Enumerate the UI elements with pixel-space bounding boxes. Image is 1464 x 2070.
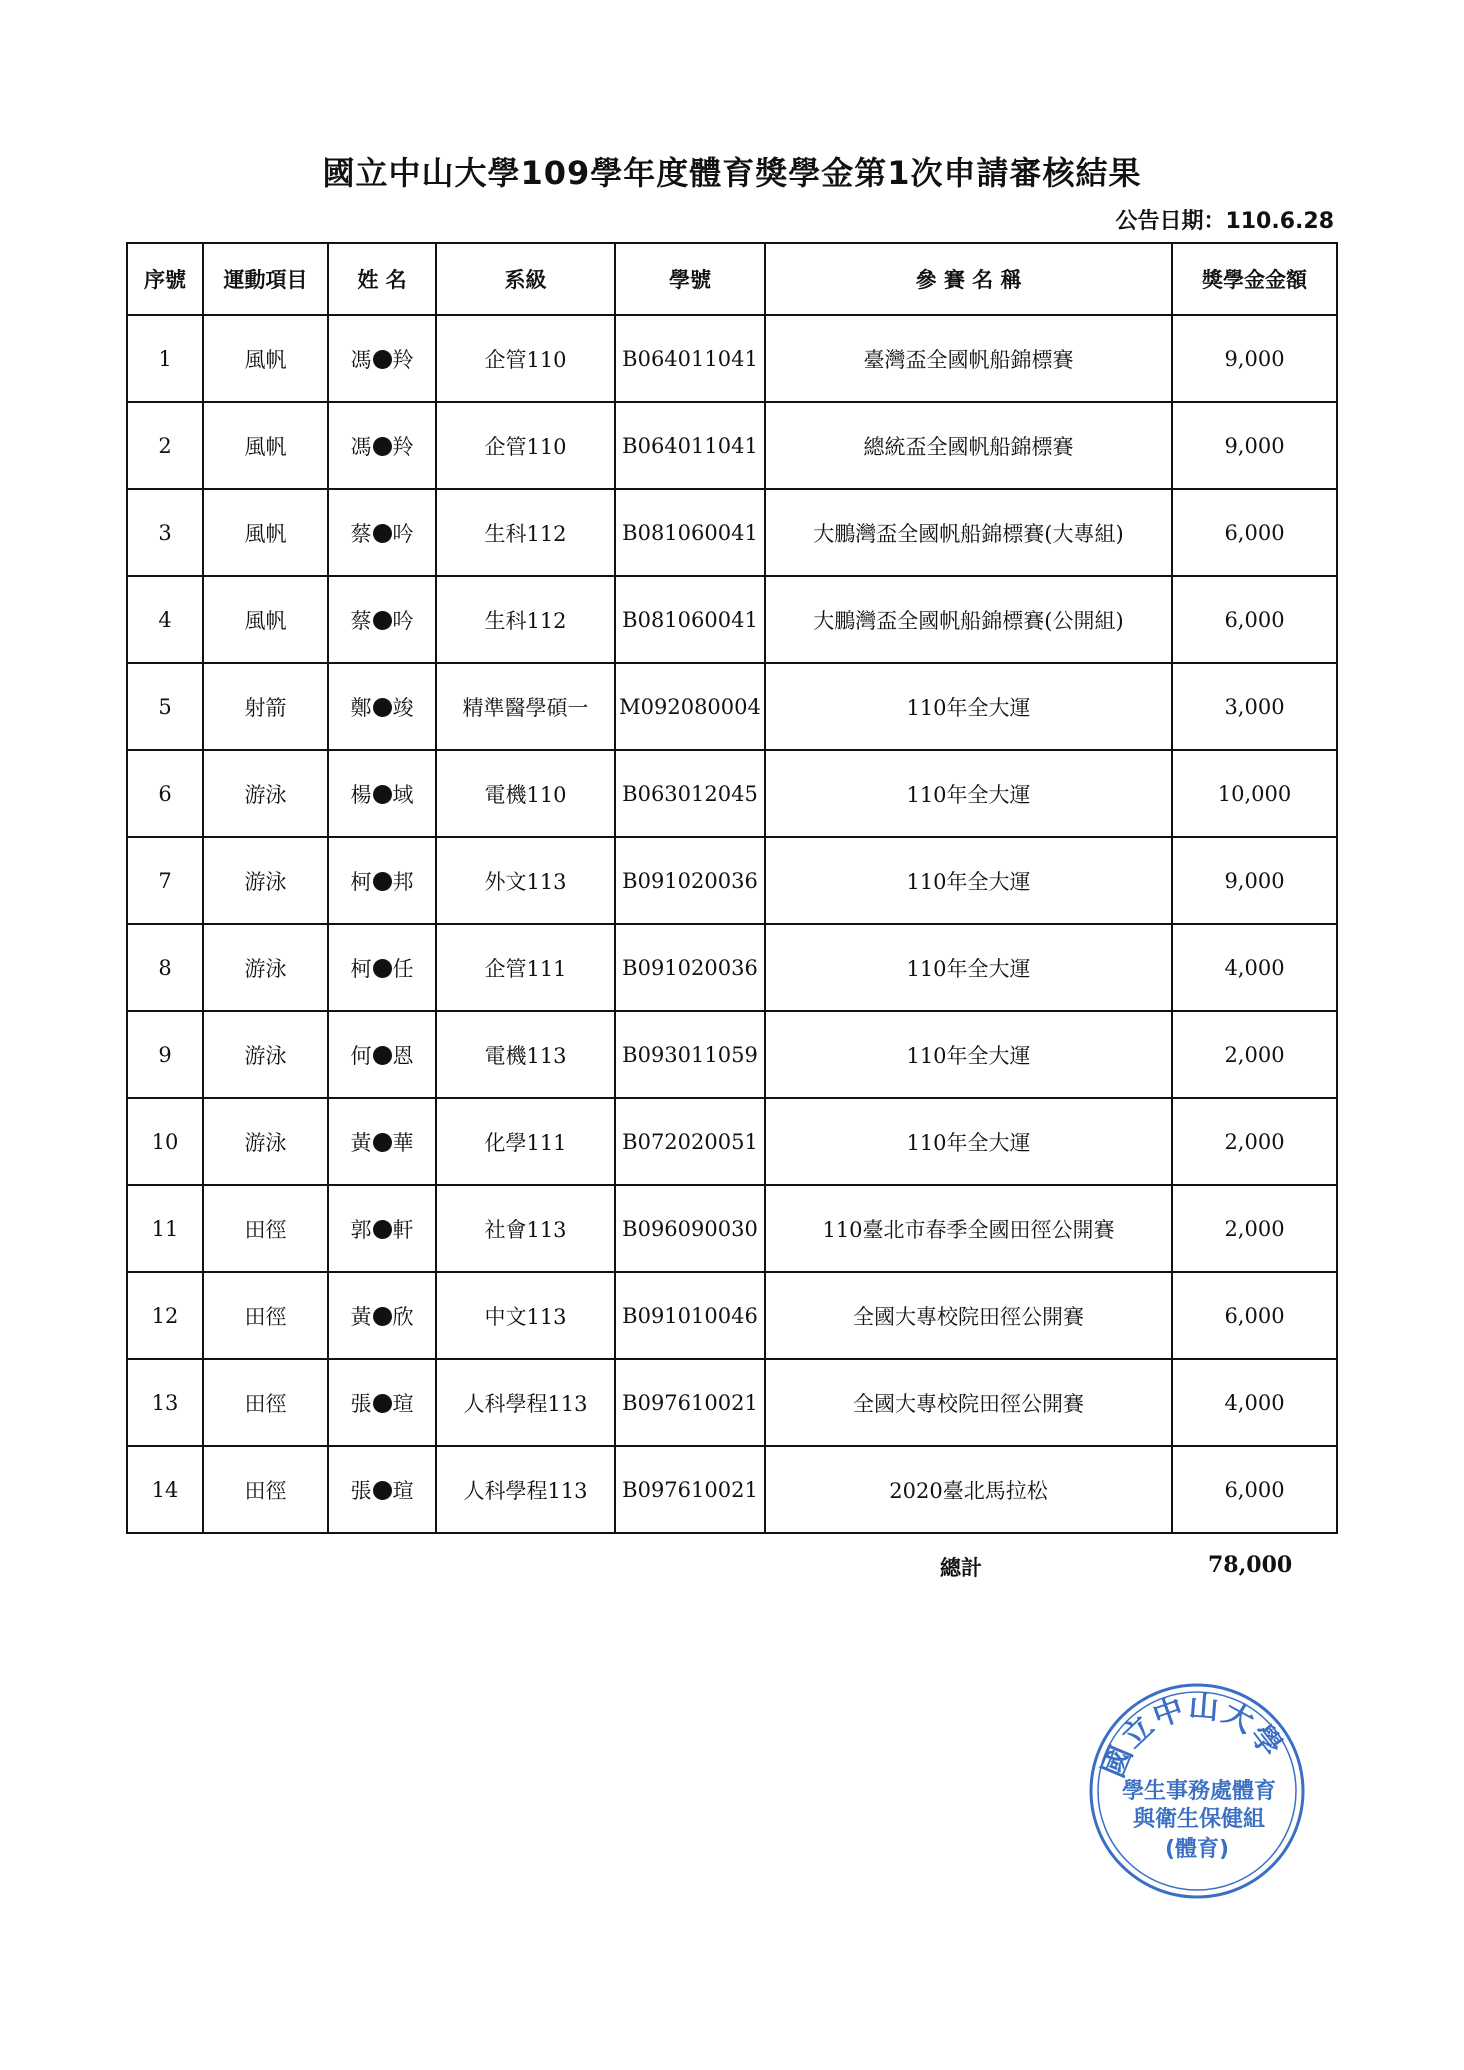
name-last-char: 華	[392, 1130, 414, 1155]
cell-name	[328, 1359, 436, 1446]
cell-event: 110年全大運	[765, 924, 1172, 1011]
name-first-char: 柯	[350, 869, 372, 894]
name-last-char: 恩	[392, 1043, 414, 1068]
cell-event: 大鵬灣盃全國帆船錦標賽(大專組)	[765, 489, 1172, 576]
header-sport: 運動項目	[203, 243, 328, 315]
cell-student-id: B064011041	[615, 315, 765, 402]
header-amount: 獎學金金額	[1172, 243, 1337, 315]
cell-student-id: B064011041	[615, 402, 765, 489]
cell-sport: 游泳	[203, 750, 328, 837]
cell-name	[328, 315, 436, 402]
table-body	[127, 315, 1337, 1533]
name-first-char: 蔡	[350, 521, 372, 546]
cell-event: 110年全大運	[765, 750, 1172, 837]
cell-name	[328, 576, 436, 663]
redaction-dot	[373, 1046, 392, 1065]
cell-amount: 3,000	[1172, 663, 1337, 750]
cell-event: 110臺北市春季全國田徑公開賽	[765, 1185, 1172, 1272]
cell-no: 14	[127, 1446, 203, 1533]
cell-no: 7	[127, 837, 203, 924]
header-student-id: 學號	[615, 243, 765, 315]
cell-student-id: B097610021	[615, 1446, 765, 1533]
cell-event: 全國大專校院田徑公開賽	[765, 1359, 1172, 1446]
cell-no: 3	[127, 489, 203, 576]
seal-line-1: 學生事務處體育	[1121, 1779, 1277, 1804]
cell-no: 12	[127, 1272, 203, 1359]
name-first-char: 郭	[350, 1217, 372, 1242]
table-row	[127, 1185, 1337, 1272]
redaction-dot	[373, 437, 392, 456]
cell-student-id: B081060041	[615, 576, 765, 663]
cell-dept: 人科學程113	[436, 1446, 615, 1533]
cell-sport: 游泳	[203, 924, 328, 1011]
cell-no: 9	[127, 1011, 203, 1098]
cell-no: 2	[127, 402, 203, 489]
total-value: 78,000	[1208, 1552, 1293, 1578]
cell-name	[328, 663, 436, 750]
cell-student-id: B081060041	[615, 489, 765, 576]
name-first-char: 黃	[350, 1304, 372, 1329]
redaction-dot	[373, 524, 392, 543]
seal-line-2: 與衛生保健組	[1132, 1807, 1266, 1832]
cell-dept: 化學111	[436, 1098, 615, 1185]
cell-dept: 企管110	[436, 402, 615, 489]
cell-dept: 企管110	[436, 315, 615, 402]
table-row	[127, 1098, 1337, 1185]
name-last-char: 羚	[392, 434, 414, 459]
name-first-char: 張	[350, 1478, 372, 1503]
cell-dept: 電機110	[436, 750, 615, 837]
name-last-char: 軒	[392, 1217, 414, 1242]
cell-amount: 10,000	[1172, 750, 1337, 837]
cell-dept: 生科112	[436, 489, 615, 576]
redaction-dot	[373, 1220, 392, 1239]
cell-name	[328, 489, 436, 576]
cell-name	[328, 1011, 436, 1098]
cell-event: 110年全大運	[765, 1098, 1172, 1185]
cell-dept: 社會113	[436, 1185, 615, 1272]
cell-event: 110年全大運	[765, 837, 1172, 924]
redaction-dot	[373, 611, 392, 630]
table-header-row	[127, 243, 1337, 315]
cell-dept: 外文113	[436, 837, 615, 924]
cell-sport: 游泳	[203, 837, 328, 924]
cell-student-id: B091020036	[615, 837, 765, 924]
cell-amount: 2,000	[1172, 1098, 1337, 1185]
table-row	[127, 1446, 1337, 1533]
table-row	[127, 576, 1337, 663]
name-first-char: 鄭	[350, 695, 372, 720]
cell-sport: 射箭	[203, 663, 328, 750]
name-first-char: 張	[350, 1391, 372, 1416]
header-event: 參 賽 名 稱	[765, 243, 1172, 315]
cell-sport: 風帆	[203, 576, 328, 663]
cell-no: 13	[127, 1359, 203, 1446]
name-first-char: 蔡	[350, 608, 372, 633]
cell-student-id: B091020036	[615, 924, 765, 1011]
name-last-char: 任	[392, 956, 414, 981]
seal-line-3: (體育)	[1164, 1837, 1230, 1862]
name-first-char: 何	[350, 1043, 372, 1068]
name-first-char: 楊	[350, 782, 372, 807]
cell-event: 大鵬灣盃全國帆船錦標賽(公開組)	[765, 576, 1172, 663]
cell-amount: 9,000	[1172, 315, 1337, 402]
cell-name	[328, 1272, 436, 1359]
name-first-char: 黃	[350, 1130, 372, 1155]
cell-student-id: B063012045	[615, 750, 765, 837]
cell-sport: 田徑	[203, 1185, 328, 1272]
cell-amount: 4,000	[1172, 1359, 1337, 1446]
cell-event: 臺灣盃全國帆船錦標賽	[765, 315, 1172, 402]
cell-name	[328, 402, 436, 489]
cell-student-id: B097610021	[615, 1359, 765, 1446]
cell-no: 8	[127, 924, 203, 1011]
cell-name	[328, 750, 436, 837]
name-first-char: 柯	[350, 956, 372, 981]
cell-dept: 精準醫學碩一	[436, 663, 615, 750]
cell-sport: 游泳	[203, 1098, 328, 1185]
name-first-char: 馮	[350, 347, 372, 372]
table-row	[127, 663, 1337, 750]
cell-no: 1	[127, 315, 203, 402]
cell-dept: 電機113	[436, 1011, 615, 1098]
cell-name	[328, 1185, 436, 1272]
cell-student-id: M092080004	[615, 663, 765, 750]
cell-dept: 中文113	[436, 1272, 615, 1359]
cell-name	[328, 1098, 436, 1185]
redaction-dot	[373, 1481, 392, 1500]
cell-no: 4	[127, 576, 203, 663]
name-last-char: 吟	[392, 521, 414, 546]
table-row	[127, 1359, 1337, 1446]
redaction-dot	[373, 1133, 392, 1152]
table-row	[127, 402, 1337, 489]
cell-sport: 游泳	[203, 1011, 328, 1098]
cell-event: 110年全大運	[765, 663, 1172, 750]
header-no: 序號	[127, 243, 203, 315]
seal-arc-text: 國立中山大學	[1096, 1689, 1290, 1783]
cell-dept: 生科112	[436, 576, 615, 663]
cell-name	[328, 837, 436, 924]
cell-student-id: B072020051	[615, 1098, 765, 1185]
cell-name	[328, 924, 436, 1011]
document-title: 國立中山大學109學年度體育獎學金第1次申請審核結果	[322, 154, 1142, 192]
redaction-dot	[373, 785, 392, 804]
name-last-char: 邦	[392, 869, 414, 894]
name-last-char: 瑄	[392, 1478, 414, 1503]
total-label: 總計	[940, 1556, 982, 1580]
cell-amount: 2,000	[1172, 1185, 1337, 1272]
name-first-char: 馮	[350, 434, 372, 459]
cell-no: 6	[127, 750, 203, 837]
cell-no: 11	[127, 1185, 203, 1272]
cell-sport: 風帆	[203, 402, 328, 489]
cell-sport: 田徑	[203, 1359, 328, 1446]
redaction-dot	[373, 1394, 392, 1413]
redaction-dot	[373, 1307, 392, 1326]
cell-amount: 2,000	[1172, 1011, 1337, 1098]
header-name: 姓 名	[328, 243, 436, 315]
table-row	[127, 489, 1337, 576]
cell-amount: 4,000	[1172, 924, 1337, 1011]
scholarship-table	[126, 242, 1338, 1534]
name-last-char: 吟	[392, 608, 414, 633]
cell-sport: 風帆	[203, 489, 328, 576]
cell-no: 5	[127, 663, 203, 750]
name-last-char: 竣	[392, 695, 414, 720]
cell-event: 2020臺北馬拉松	[765, 1446, 1172, 1533]
official-seal	[1086, 1680, 1308, 1902]
table-row	[127, 1272, 1337, 1359]
name-last-char: 羚	[392, 347, 414, 372]
table-row	[127, 315, 1337, 402]
table-row	[127, 924, 1337, 1011]
redaction-dot	[373, 872, 392, 891]
cell-student-id: B093011059	[615, 1011, 765, 1098]
cell-event: 110年全大運	[765, 1011, 1172, 1098]
cell-sport: 田徑	[203, 1446, 328, 1533]
header-dept: 系級	[436, 243, 615, 315]
announce-date: 公告日期：110.6.28	[1115, 209, 1334, 234]
cell-amount: 6,000	[1172, 576, 1337, 663]
cell-student-id: B096090030	[615, 1185, 765, 1272]
name-last-char: 域	[392, 782, 414, 807]
table-row	[127, 750, 1337, 837]
cell-amount: 6,000	[1172, 489, 1337, 576]
cell-student-id: B091010046	[615, 1272, 765, 1359]
redaction-dot	[373, 350, 392, 369]
name-last-char: 瑄	[392, 1391, 414, 1416]
table-row	[127, 837, 1337, 924]
cell-amount: 9,000	[1172, 402, 1337, 489]
cell-no: 10	[127, 1098, 203, 1185]
table-row	[127, 1011, 1337, 1098]
cell-amount: 6,000	[1172, 1446, 1337, 1533]
cell-sport: 風帆	[203, 315, 328, 402]
cell-dept: 企管111	[436, 924, 615, 1011]
cell-dept: 人科學程113	[436, 1359, 615, 1446]
redaction-dot	[373, 959, 392, 978]
cell-amount: 9,000	[1172, 837, 1337, 924]
cell-event: 總統盃全國帆船錦標賽	[765, 402, 1172, 489]
name-last-char: 欣	[392, 1304, 414, 1329]
cell-name	[328, 1446, 436, 1533]
redaction-dot	[373, 698, 392, 717]
cell-amount: 6,000	[1172, 1272, 1337, 1359]
cell-sport: 田徑	[203, 1272, 328, 1359]
cell-event: 全國大專校院田徑公開賽	[765, 1272, 1172, 1359]
